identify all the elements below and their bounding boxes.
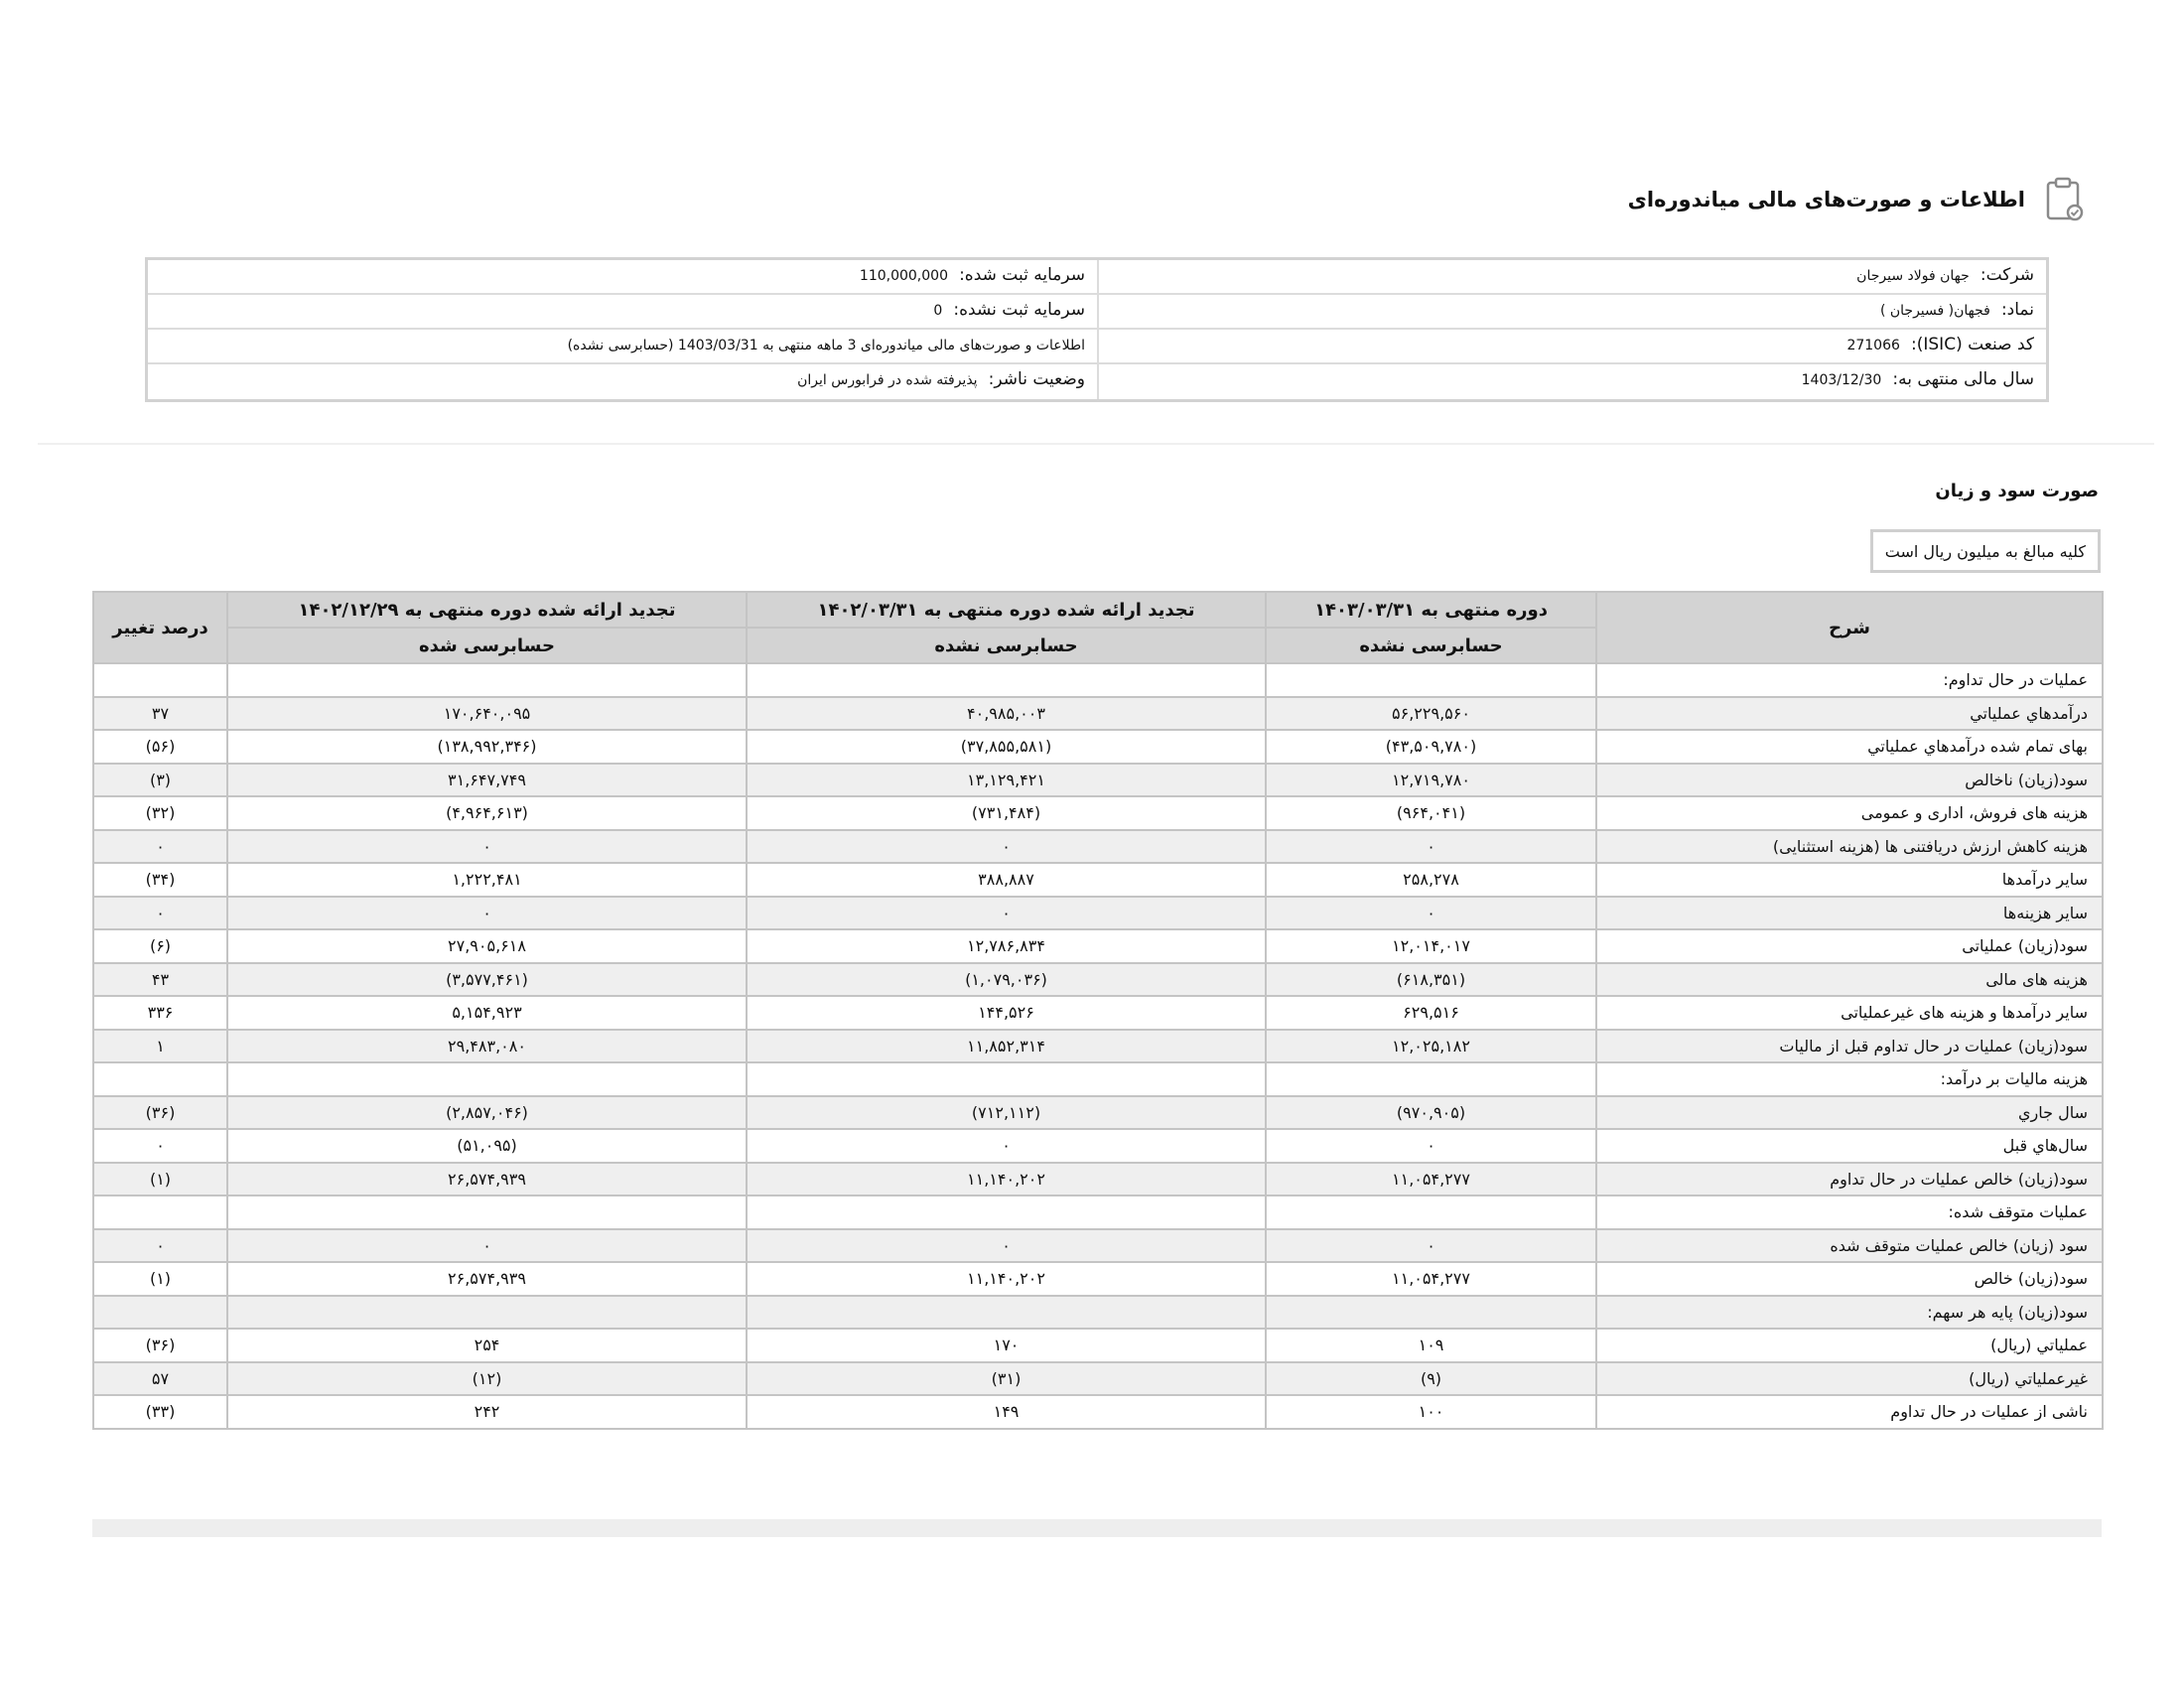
info-label: نماد: [2000,300,2034,320]
info-row [148,364,2046,399]
table-row [93,796,2103,830]
row-value: (۹۶۴,۰۴۱) [1266,796,1596,830]
row-description: سود(زيان) خالص [1596,1262,2103,1296]
info-cell-publisher-status [148,364,1097,399]
table-row [93,1362,2103,1396]
row-value: ۱۲,۷۱۹,۷۸۰ [1266,764,1596,797]
row-description: عملياتي (ريال) [1596,1329,2103,1362]
info-label: سرمایه ثبت شده: [959,265,1085,285]
row-description: سود (زيان) خالص عمليات متوقف شده [1596,1229,2103,1263]
table-row [93,1129,2103,1163]
info-cell-unregistered-capital [148,295,1097,328]
info-value: فجهان( فسیرجان ) [1879,303,1990,319]
row-value: (۱۳۸,۹۹۲,۳۴۶) [227,730,747,764]
row-value: (۳) [93,764,227,797]
row-value: ۱۷۰,۶۴۰,۰۹۵ [227,697,747,731]
row-value: (۱) [93,1163,227,1196]
row-description: هزينه‏ هاى فروش، ادارى و عمومى [1596,796,2103,830]
row-value: ۰ [1266,1229,1596,1263]
table-row [93,1395,2103,1429]
row-value: (۳۶) [93,1329,227,1362]
row-value: (۱۲) [227,1362,747,1396]
row-value [227,1196,747,1229]
row-value: (۴,۹۶۴,۶۱۳) [227,796,747,830]
row-value: (۵۱,۰۹۵) [227,1129,747,1163]
row-value [93,1296,227,1330]
row-value: ۱۰۰ [1266,1395,1596,1429]
row-description: هزینه مالیات بر درآمد: [1596,1062,2103,1096]
table-row [93,1096,2103,1130]
info-row [148,260,2046,295]
row-value: ۰ [227,897,747,930]
info-value: پذیرفته شده در فرابورس ایران [797,372,978,388]
table-row [93,1229,2103,1263]
info-cell-isic [1097,330,2046,362]
row-value: ۰ [93,897,227,930]
row-value: ۰ [1266,1129,1596,1163]
row-value: ۱۲,۰۲۵,۱۸۲ [1266,1030,1596,1063]
table-row [93,830,2103,864]
row-value: (۹) [1266,1362,1596,1396]
row-value: (۶۱۸,۳۵۱) [1266,963,1596,997]
table-row [93,1196,2103,1229]
row-value: (۳۶) [93,1096,227,1130]
row-value: ۱۳,۱۲۹,۴۲۱ [747,764,1266,797]
row-description: سود(زيان) عملياتى [1596,929,2103,963]
row-description: ساير درآمدها و هزينه ‏هاى غيرعملياتى [1596,996,2103,1030]
info-cell-report-description [148,330,1097,362]
info-cell-registered-capital [148,260,1097,293]
page-header [1092,175,2085,224]
row-description: هزینه کاهش ارزش دریافتنی ها (هزینه استثنایی) [1596,830,2103,864]
row-value: ۳۷ [93,697,227,731]
row-value: (۱,۰۷۹,۰۳۶) [747,963,1266,997]
row-description: هزينه‏ هاى مالى [1596,963,2103,997]
column-header: دوره منتهی به ۱۴۰۳/۰۳/۳۱ [1266,592,1596,628]
table-row [93,996,2103,1030]
row-value: ۱۲,۰۱۴,۰۱۷ [1266,929,1596,963]
row-description: عملیات در حال تداوم: [1596,663,2103,697]
table-row [93,1030,2103,1063]
row-value: ۵۷ [93,1362,227,1396]
info-value: 0 [933,303,943,319]
row-value [227,663,747,697]
row-value: (۹۷۰,۹۰۵) [1266,1096,1596,1130]
row-description: سود(زيان) ناخالص [1596,764,2103,797]
row-value: (۳۳) [93,1395,227,1429]
row-value: ۰ [93,1229,227,1263]
row-value [1266,1196,1596,1229]
row-value: (۲,۸۵۷,۰۴۶) [227,1096,747,1130]
info-row [148,330,2046,364]
row-value [747,663,1266,697]
table-row [93,764,2103,797]
table-footer-bar [92,1519,2102,1537]
section-divider [38,443,2154,445]
row-value: (۷۱۲,۱۱۲) [747,1096,1266,1130]
row-value: ۱۷۰ [747,1329,1266,1362]
row-value [747,1296,1266,1330]
row-value: ۱۲,۷۸۶,۸۳۴ [747,929,1266,963]
row-value: ۳۳۶ [93,996,227,1030]
row-value: ۰ [227,830,747,864]
info-value: اطلاعات و صورت‌های مالی میاندوره‌ای 3 ماهه منتهی به 1403/03/31 (حسابرسی نشده) [567,338,1085,353]
table-row [93,1163,2103,1196]
table-body [93,663,2103,1429]
column-header: تجدید ارائه شده دوره منتهی به ۱۴۰۲/۰۳/۳۱ [747,592,1266,628]
row-value: ۲۹,۴۸۳,۰۸۰ [227,1030,747,1063]
row-value: ۳۱,۶۴۷,۷۴۹ [227,764,747,797]
row-value: ۴۳ [93,963,227,997]
row-value: (۳۱) [747,1362,1266,1396]
info-label: سرمایه ثبت نشده: [953,300,1085,320]
row-value: (۱) [93,1262,227,1296]
row-value [93,663,227,697]
clipboard-check-icon [2045,177,2085,222]
row-value [1266,663,1596,697]
row-value: ۱۱,۸۵۲,۳۱۴ [747,1030,1266,1063]
column-header: تجدید ارائه شده دوره منتهی به ۱۴۰۲/۱۲/۲۹ [227,592,747,628]
row-description: سال‌هاي قبل [1596,1129,2103,1163]
row-value: ۲۴۲ [227,1395,747,1429]
info-cell-company [1097,260,2046,293]
row-value: ۵,۱۵۴,۹۲۳ [227,996,747,1030]
row-value: ۲۵۸,۲۷۸ [1266,863,1596,897]
row-value: ۲۵۴ [227,1329,747,1362]
row-value [93,1062,227,1096]
row-description: درآمدهاي عملياتي [1596,697,2103,731]
row-value: ۱۱,۰۵۴,۲۷۷ [1266,1163,1596,1196]
row-value [747,1196,1266,1229]
row-value: (۷۳۱,۴۸۴) [747,796,1266,830]
column-header: شرح [1596,592,2103,663]
row-value: ۲۶,۵۷۴,۹۳۹ [227,1163,747,1196]
table-row [93,963,2103,997]
units-note: کلیه مبالغ به میلیون ریال است [1870,529,2101,573]
row-description: ساير درآمدها [1596,863,2103,897]
column-header: درصد تغییر [93,592,227,663]
table-row [93,897,2103,930]
row-value: ۰ [1266,897,1596,930]
table-row [93,663,2103,697]
row-value: ۰ [747,897,1266,930]
row-value: ۰ [747,1229,1266,1263]
table-row [93,1262,2103,1296]
row-value [227,1296,747,1330]
info-value: 1403/12/30 [1801,372,1882,388]
row-value [227,1062,747,1096]
column-subheader: حسابرسی شده [227,628,747,663]
row-value: ۰ [747,830,1266,864]
row-description: سود(زيان) پايه هر سهم: [1596,1296,2103,1330]
row-value: ۴۰,۹۸۵,۰۰۳ [747,697,1266,731]
row-value: (۵۶) [93,730,227,764]
column-subheader: حسابرسی نشده [1266,628,1596,663]
table-row [93,730,2103,764]
info-label: سال مالی منتهی به: [1892,369,2034,389]
info-label: کد صنعت (ISIC): [1911,335,2034,354]
row-value [747,1062,1266,1096]
info-label: وضعیت ناشر: [988,369,1085,389]
row-value [93,1196,227,1229]
row-value: ۱۴۴,۵۲۶ [747,996,1266,1030]
row-value: ۲۶,۵۷۴,۹۳۹ [227,1262,747,1296]
row-description: بهاى تمام شده درآمدهاي عملياتي [1596,730,2103,764]
info-value: جهان فولاد سیرجان [1856,268,1970,284]
row-description: سود(زيان) عمليات در حال تداوم قبل از ماليات [1596,1030,2103,1063]
info-cell-symbol [1097,295,2046,328]
row-value: (۳۲) [93,796,227,830]
column-subheader: حسابرسی نشده [747,628,1266,663]
row-description: سایر هزینه‌ها [1596,897,2103,930]
info-value: 110,000,000 [859,268,948,284]
row-description: غيرعملياتي (ريال) [1596,1362,2103,1396]
row-value: ۱۰۹ [1266,1329,1596,1362]
page-title: اطلاعات و صورت‌های مالی میاندوره‌ای [1627,188,2025,211]
row-value: ۰ [93,1129,227,1163]
row-value: ۱۱,۱۴۰,۲۰۲ [747,1262,1266,1296]
table-row [93,863,2103,897]
row-value: ۱,۲۲۲,۴۸۱ [227,863,747,897]
row-value: ۵۶,۲۲۹,۵۶۰ [1266,697,1596,731]
row-value: (۶) [93,929,227,963]
row-value: (۴۳,۵۰۹,۷۸۰) [1266,730,1596,764]
info-label: شرکت: [1979,265,2034,285]
table-header-row [93,592,2103,628]
info-cell-fiscal-year [1097,364,2046,399]
row-value: ۲۷,۹۰۵,۶۱۸ [227,929,747,963]
table-row [93,929,2103,963]
row-value: ۳۸۸,۸۸۷ [747,863,1266,897]
row-value: ۱۱,۰۵۴,۲۷۷ [1266,1262,1596,1296]
row-value: (۳۷,۸۵۵,۵۸۱) [747,730,1266,764]
table-row [93,1329,2103,1362]
row-description: ناشی از عملیات در حال تداوم [1596,1395,2103,1429]
row-value: (۳۴) [93,863,227,897]
table-row [93,697,2103,731]
row-value: ۰ [227,1229,747,1263]
row-value: (۳,۵۷۷,۴۶۱) [227,963,747,997]
table-row [93,1062,2103,1096]
row-description: سال جاري [1596,1096,2103,1130]
info-row [148,295,2046,330]
statement-title: صورت سود و زیان [1935,481,2099,501]
row-value: ۱ [93,1030,227,1063]
row-value [1266,1296,1596,1330]
company-info-panel [145,257,2049,402]
table-row [93,1296,2103,1330]
row-value: ۱۴۹ [747,1395,1266,1429]
info-value: 271066 [1846,338,1900,353]
row-value: ۰ [93,830,227,864]
row-value: ۰ [747,1129,1266,1163]
row-value: ۶۲۹,۵۱۶ [1266,996,1596,1030]
row-description: عمليات متوقف شده: [1596,1196,2103,1229]
income-statement-table [92,591,2104,1430]
row-description: سود(زيان) خالص عمليات در حال تداوم [1596,1163,2103,1196]
row-value: ۰ [1266,830,1596,864]
row-value [1266,1062,1596,1096]
row-value: ۱۱,۱۴۰,۲۰۲ [747,1163,1266,1196]
